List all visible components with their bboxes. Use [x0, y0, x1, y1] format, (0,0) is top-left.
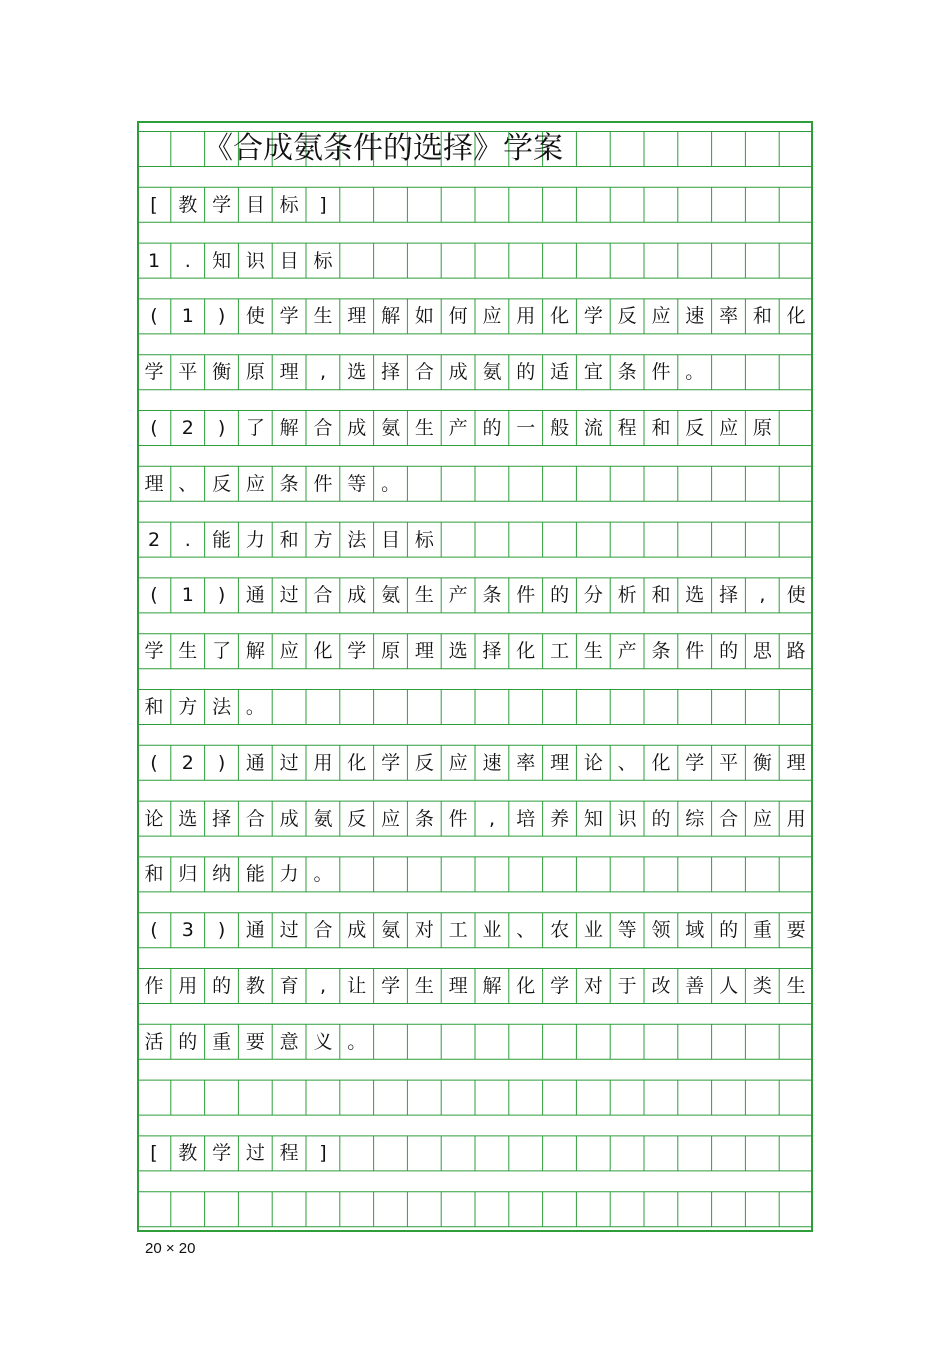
grid-character: 工 [448, 919, 468, 942]
grid-character: 择 [381, 361, 401, 384]
grid-character: 识 [245, 249, 265, 272]
grid-character: ( [150, 417, 158, 439]
grid-character: 合 [313, 919, 333, 942]
grid-character: 要 [786, 919, 806, 942]
grid-character: 的 [482, 417, 502, 439]
grid-character: 和 [144, 696, 164, 718]
grid-character: 应 [381, 807, 401, 830]
grid-character: 成 [347, 417, 367, 439]
grid-character: 化 [651, 751, 671, 774]
grid-character: 善 [685, 975, 705, 997]
grid-character: 化 [550, 305, 570, 328]
grid-character: 用 [313, 751, 333, 774]
grid-character: 理 [448, 975, 468, 997]
grid-character: 、 [617, 751, 637, 774]
grid-character: 化 [313, 640, 333, 663]
grid-character: 标 [414, 528, 434, 551]
grid-character: 氨 [381, 919, 401, 942]
grid-character: ) [217, 305, 226, 328]
grid-character: 析 [617, 584, 637, 607]
grid-character: 用 [178, 975, 198, 997]
grid-character: 重 [212, 1030, 232, 1053]
grid-character: 适 [550, 361, 570, 384]
grid-character: 思 [752, 640, 772, 663]
grid-character: [ [150, 193, 158, 216]
grid-character: 反 [347, 807, 367, 830]
grid-character: ( [150, 305, 158, 328]
grid-character: 。 [313, 863, 333, 886]
grid-character: 等 [347, 472, 367, 495]
grid-character: 理 [414, 640, 434, 663]
grid-character: 方 [313, 528, 333, 551]
grid-character: 类 [752, 975, 772, 997]
grid-character: 。 [245, 696, 265, 718]
grid-character: 解 [245, 640, 265, 663]
grid-character: 程 [279, 1142, 299, 1165]
grid-character: 了 [245, 417, 265, 439]
grid-character: 化 [516, 640, 536, 663]
grid-character: 方 [178, 696, 198, 718]
grid-character: 2 [181, 751, 194, 774]
grid-character: 合 [414, 361, 434, 384]
grid-character: 学 [583, 305, 603, 328]
grid-character: 综 [685, 807, 705, 830]
grid-character: 能 [212, 528, 232, 551]
grid-character: 生 [178, 640, 198, 663]
grid-character: 的 [719, 919, 739, 942]
grid-character: 目 [279, 249, 299, 272]
grid-character: 改 [651, 975, 671, 997]
grid-character: 应 [482, 305, 502, 328]
grid-character: 衡 [752, 751, 772, 774]
grid-character: 工 [550, 640, 570, 663]
grid-character: 目 [381, 528, 401, 551]
grid-character: 选 [347, 361, 367, 384]
grid-character: 域 [685, 919, 705, 942]
grid-character: 领 [651, 919, 671, 942]
grid-character: 成 [448, 361, 468, 384]
grid-character: 宜 [583, 361, 603, 384]
grid-character: 过 [245, 1142, 265, 1165]
manuscript-grid [137, 121, 813, 1232]
grid-character: 生 [313, 305, 333, 328]
grid-character: 。 [347, 1030, 367, 1053]
grid-character: 和 [279, 528, 299, 551]
grid-character: 和 [651, 584, 671, 607]
grid-character: 目 [245, 193, 265, 216]
grid-character: 生 [786, 975, 806, 997]
grid-character: 标 [279, 193, 299, 216]
grid-character: 用 [516, 305, 536, 328]
grid-character: 的 [178, 1030, 198, 1053]
grid-character: 1 [181, 584, 194, 607]
grid-character: 于 [617, 975, 637, 997]
grid-character: ) [217, 417, 226, 439]
grid-character: 论 [144, 807, 164, 830]
grid-character: 生 [414, 417, 434, 439]
grid-character: 产 [448, 417, 468, 439]
grid-character: 学 [381, 751, 401, 774]
grid-character: 知 [583, 807, 603, 830]
grid-character: 活 [144, 1030, 164, 1053]
grid-character: 过 [279, 584, 299, 607]
grid-character: 教 [245, 975, 265, 997]
grid-character: 产 [448, 584, 468, 607]
grid-character: 般 [550, 417, 570, 439]
grid-character: 重 [752, 919, 772, 942]
grid-character: , [319, 361, 327, 384]
grid-character: ( [150, 919, 158, 942]
grid-character: 产 [617, 640, 637, 663]
grid-character: 用 [786, 807, 806, 830]
grid-character: 合 [719, 807, 739, 830]
grid-character: 归 [178, 863, 198, 886]
grid-character: . [184, 249, 191, 272]
grid-character: 、 [178, 472, 198, 495]
grid-character: 平 [178, 361, 198, 384]
grid-character: 学 [144, 640, 164, 663]
grid-character: 件 [516, 584, 536, 607]
grid-character: 人 [719, 975, 739, 997]
grid-character: 条 [651, 640, 671, 663]
grid-character: 对 [414, 919, 434, 942]
grid-character: 反 [617, 305, 637, 328]
grid-character: 反 [212, 472, 232, 495]
grid-border [138, 122, 812, 1231]
grid-character: ] [319, 193, 327, 216]
grid-character: 率 [719, 305, 739, 328]
grid-character: ) [217, 751, 226, 774]
grid-character: 的 [651, 807, 671, 830]
grid-character: 分 [583, 584, 603, 607]
grid-character: 学 [144, 361, 164, 384]
grid-character: 论 [583, 751, 603, 774]
grid-character: 使 [245, 305, 265, 328]
grid-character: ) [217, 584, 226, 607]
grid-character: 何 [448, 305, 468, 328]
grid-character: 义 [313, 1030, 333, 1053]
grid-character: 成 [279, 807, 299, 830]
grid-character: 选 [685, 584, 705, 607]
grid-character: 学 [212, 193, 232, 216]
grid-character: 条 [482, 584, 502, 607]
grid-character: , [488, 807, 496, 830]
grid-character: 应 [279, 640, 299, 663]
grid-character: 标 [313, 249, 333, 272]
grid-size-label: 20 × 20 [145, 1240, 196, 1257]
grid-character: ] [319, 1142, 327, 1165]
grid-character: 教 [178, 193, 198, 216]
grid-character: 路 [786, 640, 806, 663]
grid-character: 能 [245, 863, 265, 886]
grid-character: 过 [279, 751, 299, 774]
grid-character: 解 [482, 975, 502, 997]
grid-character: 让 [347, 975, 367, 997]
grid-character: 法 [212, 696, 232, 718]
grid-character: 一 [516, 417, 536, 439]
grid-character: 原 [245, 361, 265, 384]
grid-character: 知 [212, 249, 232, 272]
grid-character: 应 [651, 305, 671, 328]
grid-character: ( [150, 751, 158, 774]
grid-character: 反 [414, 751, 434, 774]
grid-character: 理 [279, 361, 299, 384]
grid-character: 意 [279, 1030, 299, 1053]
grid-character: 的 [212, 975, 232, 997]
grid-character: 过 [279, 919, 299, 942]
grid-character: 解 [381, 305, 401, 328]
grid-character: 择 [482, 640, 502, 663]
grid-character: 对 [583, 975, 603, 997]
grid-character: 化 [347, 751, 367, 774]
grid-character: 通 [245, 584, 265, 607]
grid-character: 原 [381, 640, 401, 663]
grid-character: [ [150, 1142, 158, 1165]
grid-character: 选 [178, 807, 198, 830]
grid-character: 生 [414, 975, 434, 997]
grid-character: 率 [516, 751, 536, 774]
grid-character: 纳 [212, 863, 232, 886]
grid-character: 合 [313, 417, 333, 439]
grid-character: 的 [550, 584, 570, 607]
grid-character: 如 [414, 305, 434, 328]
grid-character: 力 [245, 528, 265, 551]
grid-character: 件 [448, 807, 468, 830]
grid-character: 衡 [212, 361, 232, 384]
grid-character: 原 [752, 417, 772, 439]
grid-character: ) [217, 919, 226, 942]
grid-character: 业 [583, 919, 603, 942]
grid-character: 成 [347, 584, 367, 607]
grid-character: 件 [651, 361, 671, 384]
grid-character: 应 [752, 807, 772, 830]
grid-character: , [759, 584, 766, 607]
grid-character: 要 [245, 1030, 265, 1053]
grid-character: 的 [719, 640, 739, 663]
grid-character: 通 [245, 751, 265, 774]
grid-character: 等 [617, 919, 637, 942]
grid-character: ( [150, 584, 158, 607]
grid-character: 作 [144, 975, 164, 997]
grid-character: 理 [347, 305, 367, 328]
grid-character: 件 [685, 640, 705, 663]
grid-character: 反 [685, 417, 705, 439]
grid-character: 生 [583, 640, 603, 663]
grid-character: 条 [279, 472, 299, 495]
grid-character: 学 [279, 305, 299, 328]
grid-character: 学 [685, 751, 705, 774]
grid-character: 理 [786, 751, 806, 774]
grid-character: 和 [651, 417, 671, 439]
grid-character: 应 [719, 417, 739, 439]
grid-character: 氨 [381, 584, 401, 607]
grid-character: 教 [178, 1142, 198, 1165]
grid-character: 1 [147, 249, 161, 272]
grid-character: 择 [719, 584, 739, 607]
grid-character: 1 [181, 305, 194, 328]
grid-character: 农 [550, 919, 570, 942]
grid-character: 件 [313, 472, 333, 495]
grid-character: 平 [719, 751, 739, 774]
grid-character: 学 [347, 640, 367, 663]
grid-character: 和 [752, 305, 772, 328]
grid-character: 学 [212, 1142, 232, 1165]
grid-character: 氨 [482, 361, 502, 384]
grid-character: 速 [482, 751, 502, 774]
grid-character: 使 [786, 584, 806, 607]
grid-character: 程 [617, 417, 637, 439]
grid-character: 选 [448, 640, 468, 663]
grid-character: 的 [516, 361, 536, 384]
grid-character: , [319, 975, 327, 997]
grid-character: 理 [144, 472, 164, 495]
grid-character: 化 [786, 305, 806, 328]
grid-character: 了 [212, 640, 232, 663]
grid-character: 条 [414, 807, 434, 830]
document-title: 《合成氨条件的选择》学案 [203, 131, 563, 166]
grid-character: 速 [685, 305, 705, 328]
grid-character: 3 [181, 919, 194, 942]
grid-character: 力 [279, 863, 299, 886]
grid-character: 识 [617, 807, 637, 830]
grid-character: 合 [245, 807, 265, 830]
grid-character: 生 [414, 584, 434, 607]
grid-lines [137, 121, 813, 1232]
grid-character: 择 [212, 807, 232, 830]
grid-character: 氨 [381, 417, 401, 439]
grid-character: 化 [516, 975, 536, 997]
grid-character: 和 [144, 863, 164, 886]
grid-character: 2 [147, 528, 161, 551]
grid-character: 应 [448, 751, 468, 774]
grid-character: 培 [516, 807, 536, 830]
grid-character: 法 [347, 528, 367, 551]
grid-character: 养 [550, 807, 570, 830]
grid-character: 合 [313, 584, 333, 607]
grid-character: 、 [516, 919, 536, 942]
grid-character: 解 [279, 417, 299, 439]
grid-character: 业 [482, 919, 502, 942]
grid-character: 成 [347, 919, 367, 942]
grid-character: 流 [583, 417, 603, 439]
grid-character: . [184, 528, 191, 551]
grid-character: 学 [550, 975, 570, 997]
grid-character: 理 [550, 751, 570, 774]
grid-character: 。 [685, 361, 705, 384]
grid-character: 条 [617, 361, 637, 384]
grid-character: 通 [245, 919, 265, 942]
grid-character: 应 [245, 472, 265, 495]
grid-character: 学 [381, 975, 401, 997]
grid-character: 氨 [313, 807, 333, 830]
grid-character: 。 [381, 472, 401, 495]
grid-character: 2 [181, 417, 194, 439]
grid-character: 育 [279, 975, 299, 997]
